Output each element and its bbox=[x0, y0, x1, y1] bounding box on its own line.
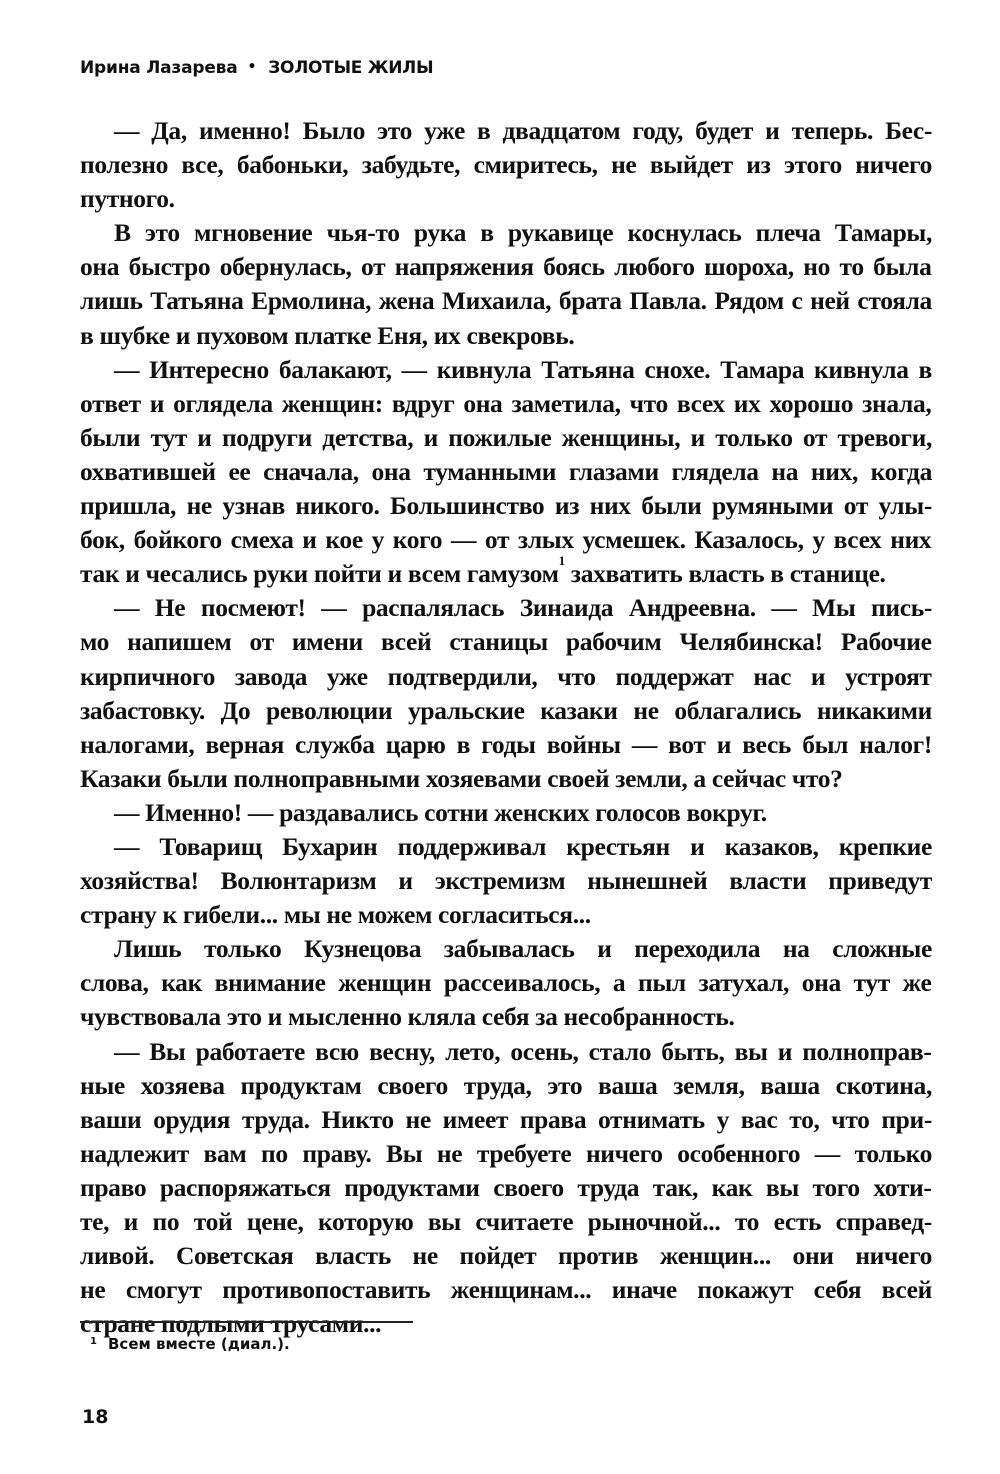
text-line: хозяйства! Волюнтаризм и экстремизм нынешней власти приведут bbox=[80, 866, 932, 896]
paragraph bbox=[80, 591, 932, 796]
text-line: В это мгновение чья-то рука в рукавице коснулась плеча Тамары, bbox=[114, 218, 932, 248]
text-line: не смогут противопоставить женщинам... иначе покажут себя всей bbox=[80, 1275, 932, 1305]
text-line: страну к гибели... мы не можем согласиться... bbox=[80, 900, 591, 930]
text-line: — Вы работаете всю весну, лето, осень, стало быть, вы и полноправ- bbox=[114, 1036, 932, 1066]
text-line: — Интересно балакают, — кивнула Татьяна снохе. Тамара кивнула в bbox=[114, 354, 932, 384]
text-line: — Да, именно! Было это уже в двадцатом году, будет и теперь. Бес- bbox=[114, 116, 932, 145]
paragraph bbox=[80, 216, 932, 352]
text-line: стране подлыми трусами... bbox=[80, 1309, 382, 1339]
text-line: — Товарищ Бухарин поддерживал крестьян и казаков, крепкие bbox=[114, 831, 932, 861]
text-line: пришла, не узнав никого. Большинство из них были румяными от улы- bbox=[80, 491, 932, 521]
text-line: Лишь только Кузнецова забывалась и переходила на сложные bbox=[114, 934, 932, 964]
text-segment: захватить власть в станице. bbox=[564, 559, 886, 589]
text-line: кирпичного завода уже подтвердили, что поддержат нас и устроят bbox=[80, 661, 932, 691]
text-line: она быстро обернулась, от напряжения боясь любого шороха, но то была bbox=[80, 252, 932, 282]
footnote-text: Всем вместе (диал.). bbox=[108, 1335, 290, 1353]
paragraph bbox=[80, 796, 932, 830]
bullet-separator: • bbox=[247, 59, 257, 75]
footnote-reference[interactable]: 1 bbox=[558, 553, 565, 569]
text-line: забастовку. До революции уральские казаки не облагались никакими bbox=[80, 695, 932, 725]
text-line: ливой. Советская власть не пойдет против женщин... они ничего bbox=[80, 1241, 932, 1271]
text-line: — Именно! — раздавались сотни женских голосов вокруг. bbox=[114, 797, 767, 827]
paragraph bbox=[80, 353, 932, 592]
paragraph bbox=[80, 114, 932, 216]
text-line: чувствовала это и мысленно кляла себя за несобранность. bbox=[80, 1002, 735, 1032]
text-line: ные хозяева продуктам своего труда, это ваша земля, ваша скотина, bbox=[80, 1070, 932, 1100]
text-line: Казаки были полноправными хозяевами своей земли, а сейчас что? bbox=[80, 763, 843, 793]
text-line: лишь Татьяна Ермолина, жена Михаила, брата Павла. Рядом с ней стояла bbox=[80, 286, 932, 316]
body-text bbox=[80, 114, 932, 1341]
text-line: ответ и оглядела женщин: вдруг она заметила, что всех их хорошо знала, bbox=[80, 388, 932, 418]
text-line: — Не посмеют! — распалялась Зинаида Андреевна. — Мы пись- bbox=[114, 593, 932, 623]
text-line: путного. bbox=[80, 184, 175, 214]
author-name: Ирина Лазарева bbox=[80, 58, 238, 78]
book-title: ЗОЛОТЫЕ ЖИЛЫ bbox=[268, 58, 434, 78]
text-line: те, и по той цене, которую вы считаете рыночной... то есть справед- bbox=[80, 1207, 932, 1236]
text-line: надлежит вам по праву. Вы не требуете ничего особенного — только bbox=[80, 1138, 932, 1168]
paragraph bbox=[80, 1035, 932, 1342]
text-line: слова, как внимание женщин рассеивалось, а пыл затухал, она тут же bbox=[80, 968, 932, 998]
text-line bbox=[80, 553, 932, 591]
text-line: налогами, верная служба царю в годы войны — вот и весь был налог! bbox=[80, 729, 932, 759]
text-line: охватившей ее сначала, она туманными глазами глядела на них, когда bbox=[80, 456, 932, 486]
paragraph bbox=[80, 932, 932, 1034]
text-line: в шубке и пуховом платке Еня, их свекровь. bbox=[80, 320, 575, 350]
footnote-divider bbox=[80, 1321, 413, 1323]
paragraph bbox=[80, 830, 932, 932]
footnote bbox=[90, 1335, 290, 1353]
text-line: мо напишем от имени всей станицы рабочим Челябинска! Рабочие bbox=[80, 627, 932, 657]
text-line: бок, бойкого смеха и кое у кого — от злых усмешек. Казалось, у всех них bbox=[80, 525, 932, 555]
footnote-number: 1 bbox=[90, 1336, 97, 1347]
page-number: 18 bbox=[82, 1406, 109, 1428]
text-segment: так и чесались руки пойти и всем гамузом bbox=[80, 559, 559, 589]
text-line: право распоряжаться продуктами своего труда так, как вы того хоти- bbox=[80, 1172, 932, 1202]
text-line: ваши орудия труда. Никто не имеет права отнимать у вас то, что при- bbox=[80, 1104, 932, 1134]
text-line: были тут и подруги детства, и пожилые женщины, и только от тревоги, bbox=[80, 422, 932, 452]
running-head bbox=[80, 58, 433, 78]
text-line: полезно все, бабоньки, забудьте, смиритесь, не выйдет из этого ничего bbox=[80, 150, 932, 180]
